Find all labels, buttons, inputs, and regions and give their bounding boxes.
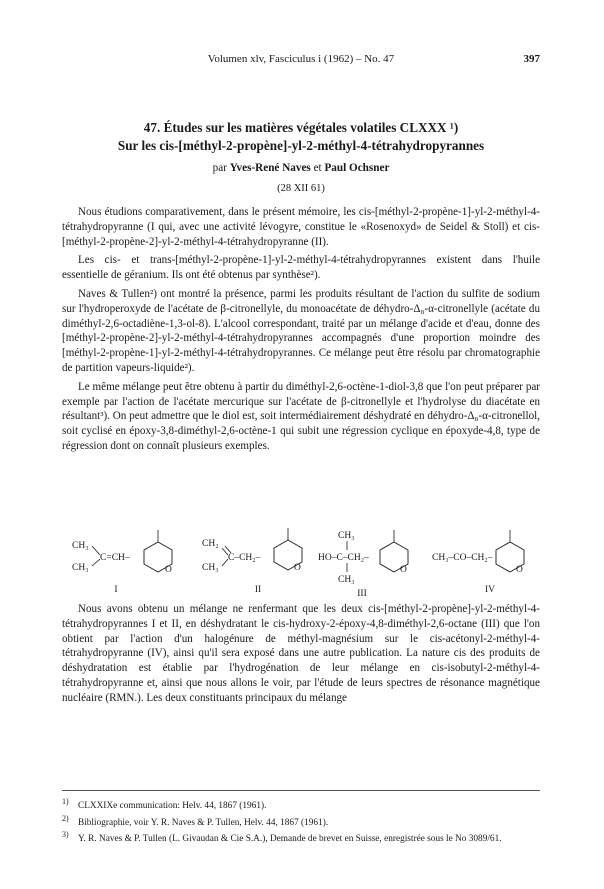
byline-par: par: [212, 162, 227, 174]
struct-I-ch3-top: CH₃: [72, 541, 89, 551]
body-text-top: [62, 205, 540, 458]
struct-II-ch2: CH₂: [202, 539, 219, 549]
footnote-mark: 2): [62, 813, 69, 823]
title-line-1: 47. Études sur les matières végétales volatiles CLXXX ¹): [143, 120, 459, 135]
struct-II-label: II: [254, 585, 262, 595]
structure-IV: [432, 530, 524, 595]
footnote-text: Y. R. Naves & P. Tullen (L. Givaudan & Cie S.A.), Demande de brevet en Suisse, enregistrée sous le No 3089/61.: [78, 834, 502, 845]
running-head-text: Volumen xlv, Fasciculus i (1962) – No. 47: [207, 53, 395, 65]
struct-III-ch3-top: CH₃: [338, 531, 355, 541]
footnote-rule: [62, 790, 540, 791]
struct-III-middle: HO–C–CH₂–: [318, 553, 369, 563]
struct-I-ring-o: O: [165, 565, 172, 575]
footnote-mark: 1): [62, 797, 69, 806]
struct-I-link: C=CH–: [100, 553, 130, 563]
footnote: [62, 796, 540, 813]
paragraph: Nous avons obtenu un mélange ne renfermant que les deux cis-[méthyl-2-propène]-yl-2-méthyl-4-tétrahydropyrannes I et II, en déshydratant le cis-hydroxy-2-époxy-4,8-diméthyl-2,6-octane (III) que l'on obtient par l'action d'un halogénure de méthyl-magnésium sur le cis-acétonyl-2-méthyl-4-tétrahydropyranne (IV), ainsi qu'il sera exposé dans une autre publication. La nature cis des produits de déshydratation est établie par l'hydrogénation de leur mélange en cis-isobutyl-2-méthyl-4-tétrahydropyranne et, ainsi que nous allons le voir, par l'étude de leurs spectres de résonance magnétique nucléaire (RMN.). Les deux constituants principaux du mélange: [62, 603, 540, 704]
struct-III-label: III: [357, 589, 367, 599]
footnote-text: CLXXIXe communication: Helv. 44, 1867 (1961).: [78, 801, 267, 812]
structure-II: [202, 528, 302, 595]
struct-IV-label: IV: [484, 585, 496, 595]
footnote: [62, 813, 540, 830]
struct-II-ch3: CH₃: [202, 563, 219, 573]
running-header: [62, 53, 540, 67]
structure-I: [72, 530, 172, 595]
struct-I-label: I: [114, 585, 118, 595]
structures-figure: [62, 522, 540, 602]
paragraph: Les cis- et trans-[méthyl-2-propène-1]-yl-2-méthyl-4-tétrahydropyrannes existent dans l'huile essentielle de géranium. Ils ont été obtenus par synthèse²).: [62, 254, 540, 282]
received-date: (28 XII 61): [277, 183, 325, 194]
author-2: Paul Ochsner: [324, 162, 390, 174]
struct-I-ch3-bottom: CH₃: [72, 563, 89, 573]
struct-II-link: C–CH₂–: [228, 553, 261, 563]
byline-et: et: [313, 162, 322, 174]
chemical-structures: [62, 522, 540, 602]
footnote: [62, 829, 540, 846]
footnotes: [62, 796, 540, 846]
struct-IV-chain: CH₃–CO–CH₂–: [432, 553, 493, 563]
title-line-2: Sur les cis-[méthyl-2-propène]-yl-2-méthyl-4-tétrahydropyrannes: [117, 138, 485, 153]
footnote-mark: 3): [62, 830, 69, 840]
byline: [62, 162, 540, 174]
struct-III-ch3-bottom: CH₃: [338, 575, 355, 585]
page-number: 397: [523, 53, 540, 65]
footnote-text: Bibliographie, voir Y. R. Naves & P. Tullen, Helv. 44, 1867 (1961).: [78, 817, 329, 828]
struct-III-ring-o: O: [400, 565, 407, 575]
struct-II-ring-o: O: [294, 563, 301, 573]
body-text-bottom: [62, 602, 540, 706]
paragraph: Le même mélange peut être obtenu à partir du diméthyl-2,6-octène-1-diol-3,8 que l'on peut préparer par exemple par l'action de l'acétate mercurique sur l'acétate de β-citronellyle et l'hydrolyse du diacétate en résultant³). On peut admettre que le diol est, soit intermédiairement déshydraté en déhydro-Δ₈-α-citronellol, soit cyclisé en époxy-3,8-diméthyl-2,6-octène-1 qui subit une régression cyclique en époxyde-4,8, type de régression dont on connaît plusieurs exemples.: [62, 380, 540, 452]
article-title: [62, 119, 540, 155]
author-1: Yves-René Naves: [229, 162, 311, 174]
structure-III: [318, 530, 408, 599]
struct-IV-ring-o: O: [516, 565, 523, 575]
paragraph: Naves & Tullen²) ont montré la présence, parmi les produits résultant de l'action du sulfite de sodium sur l'hydroperoxyde de l'acétate de β-citronellyle, du monoacétate de déhydro-Δ₈-α-citronellyle (acétate du diméthyl-2,6-octadiène-1,3-ol-8). L'alcool correspondant, traité par un mélange d'acide et d'eau, donne des [méthyl-2-propène-2]-yl-2-méthyl-4-tétrahydropyrannes accompagnés d'une proportion moindre des [méthyl-2-propène-1]-yl-2-méthyl-4-tétrahydropyrannes. Ce mélange peut être résolu par chromatographie de partition vapeurs-liquide²).: [62, 287, 540, 374]
paragraph: Nous étudions comparativement, dans le présent mémoire, les cis-[méthyl-2-propène-1]-yl-2-méthyl-4-tétrahydropyranne (I qui, avec une activité lévogyre, constitue le «Rosenoxyd» de Seidel & Stoll) et cis-[méthyl-2-propène-2]-yl-2-méthyl-4-tétrahydropyranne (II).: [62, 206, 540, 248]
